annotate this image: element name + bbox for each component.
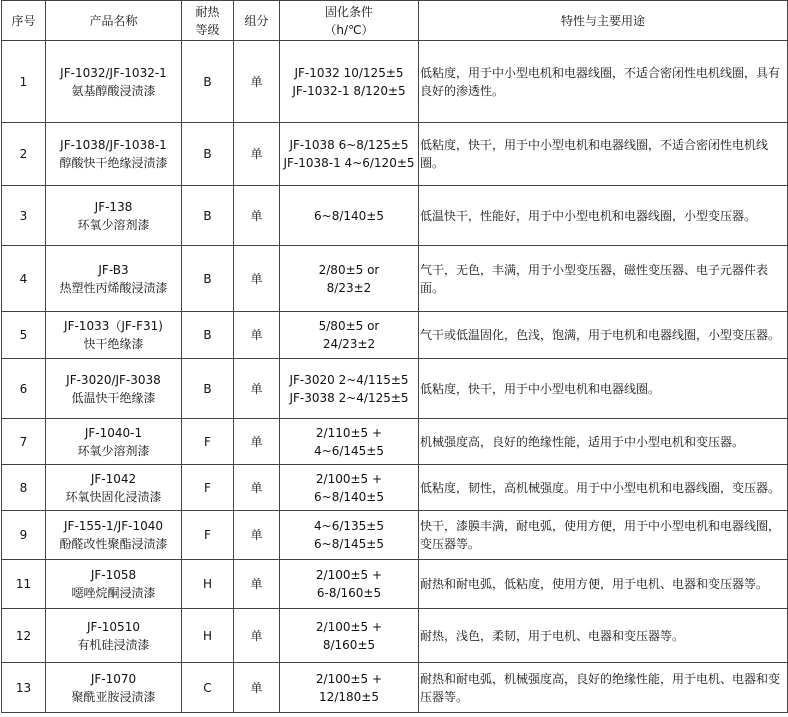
- cure-condition-line: 2/100±5 +: [315, 568, 383, 582]
- cell-comp: 单: [234, 511, 280, 560]
- cell-seq: 5: [2, 312, 46, 359]
- header-cure-line2: （h/℃）: [324, 22, 374, 37]
- cell-name: [46, 609, 182, 663]
- cure-condition-line: 8/160±5: [322, 637, 376, 652]
- cell-seq: 3: [2, 186, 46, 246]
- table-row: [2, 186, 788, 246]
- cell-use: 低温快干，性能好，用于中小型电机和电器线圈，小型变压器。: [419, 186, 788, 246]
- cell-cure: [280, 186, 419, 246]
- cell-name: [46, 41, 182, 123]
- cell-cure: [280, 609, 419, 663]
- cell-grade: B: [182, 123, 234, 186]
- cell-grade: F: [182, 419, 234, 465]
- cell-seq: 2: [2, 123, 46, 186]
- header-cure: [280, 1, 419, 41]
- cell-grade: B: [182, 186, 234, 246]
- cell-comp: 单: [234, 123, 280, 186]
- table-row: [2, 560, 788, 609]
- cell-use: 机械强度高，良好的绝缘性能，适用于中小型电机和变压器。: [419, 419, 788, 465]
- cure-condition-line: JF-1032-1 8/120±5: [292, 83, 406, 98]
- product-name-line: 聚酰亚胺浸渍漆: [71, 689, 156, 704]
- cell-comp: 单: [234, 419, 280, 465]
- product-name-line: 快干绝缘漆: [83, 337, 144, 351]
- cell-name: [46, 511, 182, 560]
- cell-cure: [280, 41, 419, 123]
- cure-condition-line: 4~6/145±5: [314, 443, 384, 458]
- cure-condition-line: JF-1038-1 4~6/120±5: [283, 156, 415, 170]
- header-row: [2, 1, 788, 41]
- cure-condition-line: 2/100±5 +: [315, 671, 383, 686]
- header-use: 特性与主要用途: [419, 1, 788, 41]
- table-row: [2, 419, 788, 465]
- cell-use: 低粘度，用于中小型电机和电器线圈，不适合密闭性电机线圈，具有良好的渗透性。: [419, 41, 788, 123]
- cure-condition-line: 8/23±2: [326, 280, 372, 295]
- cell-grade: F: [182, 465, 234, 511]
- cure-condition-line: 2/110±5 +: [315, 425, 383, 440]
- cell-name: [46, 560, 182, 609]
- cell-use: 低粘度，快干，用于中小型电机和电器线圈。: [419, 359, 788, 419]
- product-name-line: JF-1038/JF-1038-1: [60, 138, 167, 152]
- cell-name: [46, 465, 182, 511]
- header-seq: 序号: [2, 1, 46, 41]
- product-name-line: 醇酸快干绝缘浸渍漆: [59, 156, 168, 170]
- product-name-line: JF-1032/JF-1032-1: [60, 65, 167, 80]
- cure-condition-line: 2/80±5 or: [318, 262, 380, 277]
- cell-use: 耐热，浅色，柔韧，用于电机、电器和变压器等。: [419, 609, 788, 663]
- product-name-line: 噁唑烷酮浸渍漆: [71, 586, 156, 600]
- cell-seq: 6: [2, 359, 46, 419]
- cure-condition-line: 6~8/145±5: [314, 537, 384, 551]
- cell-seq: 7: [2, 419, 46, 465]
- cell-use: 耐热和耐电弧，机械强度高，良好的绝缘性能，用于电机、电器和变压器等。: [419, 663, 788, 713]
- cell-cure: [280, 465, 419, 511]
- cell-name: [46, 123, 182, 186]
- cell-grade: C: [182, 663, 234, 713]
- header-comp: 组分: [234, 1, 280, 41]
- cell-grade: F: [182, 511, 234, 560]
- cure-condition-line: 4~6/135±5: [314, 519, 384, 533]
- cell-use: 气干或低温固化，色浅，饱满，用于电机和电器线圈，小型变压器。: [419, 312, 788, 359]
- table-row: [2, 465, 788, 511]
- cell-name: [46, 186, 182, 246]
- product-name-line: JF-B3: [98, 262, 129, 277]
- product-name-line: 环氧少溶剂漆: [77, 217, 150, 232]
- cell-grade: B: [182, 359, 234, 419]
- cell-seq: 1: [2, 41, 46, 123]
- product-name-line: JF-138: [94, 199, 133, 214]
- product-name-line: JF-1040-1: [84, 425, 143, 440]
- table-row: [2, 609, 788, 663]
- cure-condition-line: 6~8/140±5: [314, 208, 384, 223]
- table-row: [2, 123, 788, 186]
- cell-comp: 单: [234, 560, 280, 609]
- cell-name: [46, 359, 182, 419]
- cell-comp: 单: [234, 609, 280, 663]
- cure-condition-line: 6~8/140±5: [314, 489, 384, 504]
- cell-name: [46, 312, 182, 359]
- product-name-line: 酚醛改性聚酯浸渍漆: [59, 537, 168, 551]
- cell-cure: [280, 560, 419, 609]
- cell-use: 低粘度，快干，用于中小型电机和电器线圈，不适合密闭性电机线圈。: [419, 123, 788, 186]
- product-name-line: JF-155-1/JF-1040: [64, 519, 163, 533]
- product-name-line: 低温快干绝缘漆: [71, 390, 156, 405]
- cure-condition-line: 2/100±5 +: [315, 619, 383, 634]
- cure-condition-line: 12/180±5: [319, 689, 379, 704]
- product-name-line: JF-3020/JF-3038: [66, 372, 161, 387]
- cell-use: 耐热和耐电弧，低粘度，使用方便，用于电机、电器和变压器等。: [419, 560, 788, 609]
- cell-grade: H: [182, 560, 234, 609]
- cure-condition-line: JF-1038 6~8/125±5: [289, 138, 409, 152]
- product-name-line: JF-1042: [90, 471, 137, 486]
- table-row: [2, 663, 788, 713]
- cell-cure: [280, 419, 419, 465]
- cell-grade: H: [182, 609, 234, 663]
- product-table: [1, 0, 788, 713]
- table-row: [2, 246, 788, 312]
- cell-use: 气干，无色，丰满，用于小型变压器，磁性变压器、电子元器件表面。: [419, 246, 788, 312]
- table-row: [2, 41, 788, 123]
- cell-cure: [280, 511, 419, 560]
- cell-grade: B: [182, 246, 234, 312]
- header-grade: [182, 1, 234, 41]
- cell-seq: 9: [2, 511, 46, 560]
- cell-seq: 8: [2, 465, 46, 511]
- cell-cure: [280, 312, 419, 359]
- product-name-line: 有机硅浸渍漆: [77, 637, 150, 652]
- cell-seq: 4: [2, 246, 46, 312]
- product-name-line: JF-1058: [90, 568, 137, 582]
- header-name: 产品名称: [46, 1, 182, 41]
- cure-condition-line: 24/23±2: [322, 337, 376, 351]
- cell-comp: 单: [234, 312, 280, 359]
- product-name-line: 环氧少溶剂漆: [77, 443, 150, 458]
- cell-comp: 单: [234, 359, 280, 419]
- cell-seq: 11: [2, 560, 46, 609]
- header-cure-line1: 固化条件: [324, 4, 373, 19]
- table-body: [2, 41, 788, 713]
- cell-name: [46, 663, 182, 713]
- cell-comp: 单: [234, 186, 280, 246]
- product-name-line: 热塑性丙烯酸浸渍漆: [59, 280, 168, 295]
- cell-grade: B: [182, 41, 234, 123]
- cell-cure: [280, 246, 419, 312]
- cell-grade: B: [182, 312, 234, 359]
- cell-seq: 13: [2, 663, 46, 713]
- cure-condition-line: JF-3038 2~4/125±5: [289, 390, 409, 405]
- product-name-line: 氨基醇酸浸渍漆: [71, 83, 156, 98]
- cure-condition-line: 6-8/160±5: [316, 586, 382, 600]
- cell-name: [46, 419, 182, 465]
- table-row: [2, 312, 788, 359]
- cell-use: 快干，漆膜丰满，耐电弧，使用方便，用于中小型电机和电器线圈，变压器等。: [419, 511, 788, 560]
- product-name-line: JF-10510: [87, 619, 140, 634]
- product-name-line: 环氧快固化浸渍漆: [65, 489, 162, 504]
- table-row: [2, 511, 788, 560]
- cell-cure: [280, 663, 419, 713]
- product-name-line: JF-1033（JF-F31): [64, 319, 163, 333]
- product-name-line: JF-1070: [90, 671, 137, 686]
- cell-cure: [280, 359, 419, 419]
- cure-condition-line: JF-1032 10/125±5: [294, 65, 404, 80]
- header-grade-line2: 等级: [195, 22, 220, 37]
- cell-seq: 12: [2, 609, 46, 663]
- cell-comp: 单: [234, 246, 280, 312]
- cell-comp: 单: [234, 663, 280, 713]
- cell-comp: 单: [234, 41, 280, 123]
- cure-condition-line: JF-3020 2~4/115±5: [289, 372, 409, 387]
- cell-name: [46, 246, 182, 312]
- cell-cure: [280, 123, 419, 186]
- table-row: [2, 359, 788, 419]
- header-grade-line1: 耐热: [195, 4, 220, 19]
- cell-comp: 单: [234, 465, 280, 511]
- cure-condition-line: 5/80±5 or: [318, 319, 380, 333]
- cure-condition-line: 2/100±5 +: [315, 471, 383, 486]
- cell-use: 低粘度，韧性，高机械强度。用于中小型电机和电器线圈，变压器。: [419, 465, 788, 511]
